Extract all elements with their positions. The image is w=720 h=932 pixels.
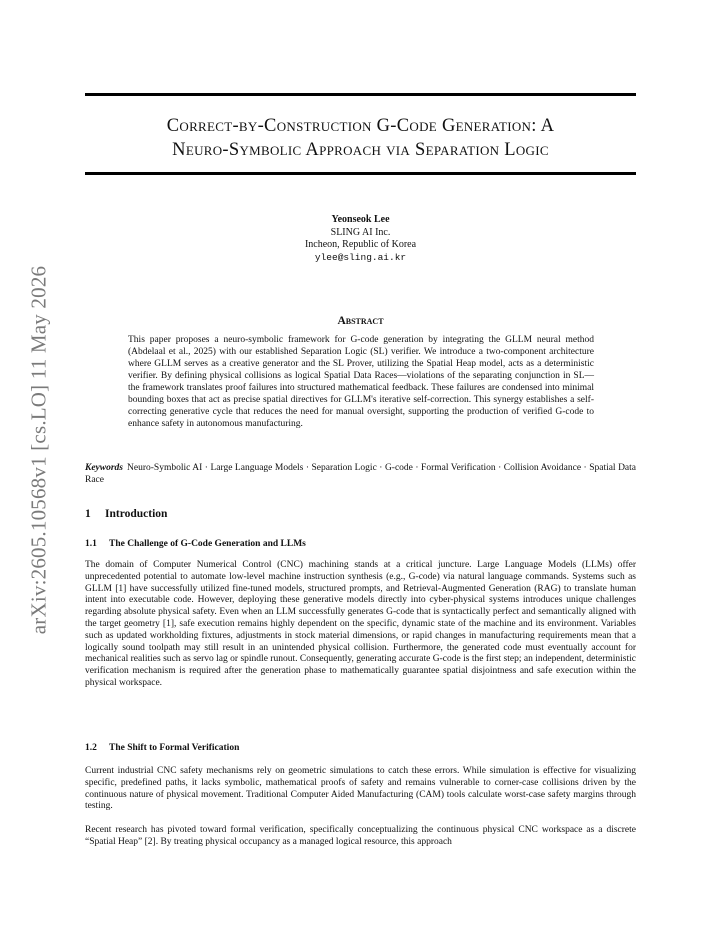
keywords-text: Neuro-Symbolic AI · Large Language Models · Separation Logic · G-code · Formal Verification · Collision Avoidance · Spatial Data Race	[85, 463, 636, 485]
author-block	[85, 214, 636, 264]
subsection-number: 1.1	[85, 539, 97, 549]
paper-title	[85, 114, 636, 162]
paragraph-1-1: The domain of Computer Numerical Control (CNC) machining stands at a critical juncture. Large Language Models (LLMs) offer unprecedented potential to automate low-level machine instruction synthesis (e.g., G-code) via natural language commands. Systems such as GLLM [1] have successfully utilized fine-tuned models, structured prompts, and Retrieval-Augmented Generation (RAG) to translate human intent into executable code. However, deploying these generative models directly into cyber-physical systems introduces unique challenges regarding absolute physical safety. Even when an LLM successfully generates G-code that is syntactically perfect and semantically aligned with the target geometry [1], safe execution remains highly dependent on the specific, dynamic state of the machine and its environment. Variables such as updated workholding fixtures, adjustments in stock material dimensions, or rapid changes in manufacturing requirements mean that a logically sound toolpath may still result in an unintended physical collision. Furthermore, the generated code must eventually account for mechanical realities such as servo lag or spindle runout. Consequently, generating accurate G-code is the first step; an independent, deterministic verification mechanism is required after the generation phase to mathematically guarantee spatial disjointness and safe execution within the physical workspace.	[85, 560, 636, 688]
author-affiliation: SLING AI Inc.	[330, 226, 391, 238]
author-email[interactable]: ylee@sling.ai.kr	[314, 251, 407, 263]
arxiv-identifier: arXiv:2605.10568v1 [cs.LO] 11 May 2026	[26, 265, 51, 635]
abstract-heading: Abstract	[337, 315, 384, 327]
title-rule-top	[85, 93, 636, 96]
subsection-title: The Challenge of G-Code Generation and LLMs	[109, 539, 306, 549]
abstract-text: This paper proposes a neuro-symbolic framework for G-code generation by integrating the GLLM neural method (Abdelaal et al., 2025) with our established Separation Logic (SL) verifier. We introduce a two-component architecture where GLLM serves as a creative generator and the SL Prover, utilizing the Spatial Heap model, acts as a deterministic verifier. By defining physical collisions as logical Spatial Data Races—violations of the separating conjunction in SL—the framework translates proof failures into structured mathematical feedback. These failures are condensed into minimal bounding boxes that act as precise spatial directives for GLLM's iterative self-correction. This synergy establishes a self-correcting generative cycle that reduces the need for manual oversight, supporting the production of verified G-code to enhance safety in autonomous manufacturing.	[128, 335, 594, 429]
paragraph-1-2-a: Current industrial CNC safety mechanisms rely on geometric simulations to catch these errors. While simulation is effective for visualizing specific, predefined paths, it lacks symbolic, mathematical proofs of safety and remains vulnerable to corner-case collisions driven by the continuous nature of physical movement. Traditional Computer Aided Manufacturing (CAM) tools calculate worst-case safety margins through testing.	[85, 766, 636, 812]
section-number: 1	[85, 508, 91, 520]
title-rule-bottom	[85, 172, 636, 175]
section-heading-introduction	[85, 508, 167, 520]
subsection-heading-1-1	[85, 539, 306, 549]
author-name: Yeonseok Lee	[331, 214, 390, 225]
author-location: Incheon, Republic of Korea	[304, 239, 417, 250]
arxiv-side-stamp	[22, 260, 56, 640]
section-title: Introduction	[105, 508, 168, 520]
paragraph-1-2-b: Recent research has pivoted toward formal verification, specifically conceptualizing the continuous physical CNC workspace as a discrete “Spatial Heap” [2]. By treating physical occupancy as a managed logical resource, this approach	[85, 825, 636, 847]
subsection-title: The Shift to Formal Verification	[109, 743, 240, 753]
subsection-number: 1.2	[85, 743, 97, 753]
keywords	[85, 462, 636, 486]
title-line-2: Neuro-Symbolic Approach via Separation Logic	[172, 140, 549, 160]
title-line-1: Correct-by-Construction G-Code Generation: A	[166, 116, 555, 136]
subsection-heading-1-2	[85, 743, 239, 753]
keywords-label: Keywords	[85, 463, 123, 473]
